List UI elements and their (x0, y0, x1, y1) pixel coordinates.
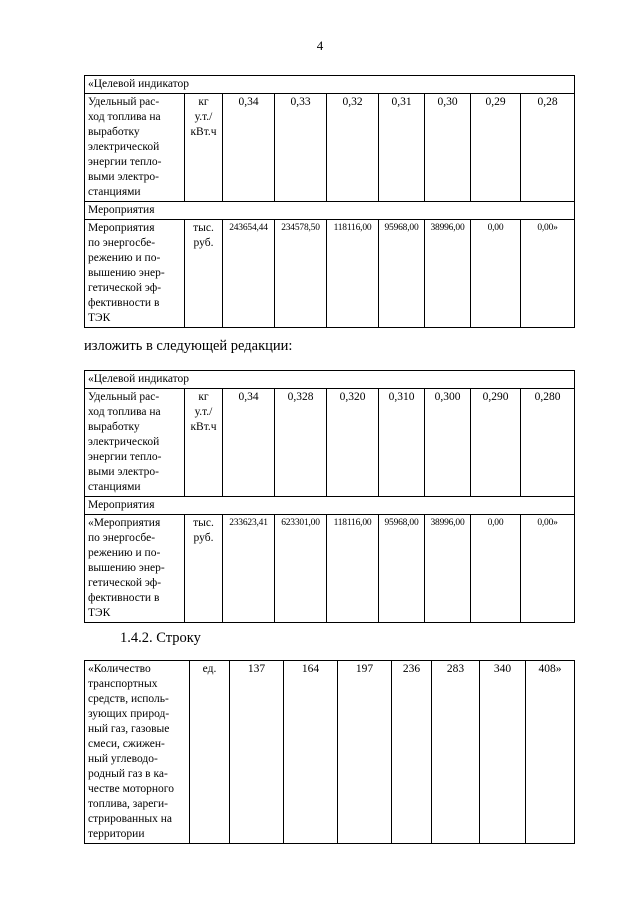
table-header-row (85, 76, 575, 94)
vehicles-table (84, 660, 575, 844)
section-row (85, 202, 575, 220)
value-cell: 0,28 (521, 94, 575, 202)
name-line: выми электро- (88, 466, 159, 478)
value-cell: 0,00 (471, 220, 521, 328)
value-cell: 233623,41 (223, 515, 275, 623)
vehicles-unit: ед. (190, 661, 230, 844)
name-line: электрической (88, 436, 160, 448)
indicator-name (85, 389, 185, 497)
value-cell: 137 (230, 661, 284, 844)
value-cell: 164 (284, 661, 338, 844)
unit-line: кг (198, 391, 209, 403)
name-line: энергии тепло- (88, 156, 162, 168)
value-cell: 0,328 (275, 389, 327, 497)
value-cell: 0,320 (327, 389, 379, 497)
value-cell: 408» (526, 661, 575, 844)
unit-line: руб. (193, 237, 214, 249)
value-cell: 234578,50 (275, 220, 327, 328)
name-line: смеси, сжижен- (88, 738, 165, 750)
name-line: «Количество (88, 663, 151, 675)
value-cell: 340 (480, 661, 526, 844)
value-cell: 0,32 (327, 94, 379, 202)
value-cell: 0,00 (471, 515, 521, 623)
table-header-row (85, 371, 575, 389)
value-cell: 283 (432, 661, 480, 844)
value-cell: 197 (338, 661, 392, 844)
name-line: выработку (88, 126, 140, 138)
name-line: по энергосбе- (88, 532, 156, 544)
unit-line: кг (198, 96, 209, 108)
value-cell: 236 (392, 661, 432, 844)
unit-line: у.т./ (194, 406, 213, 418)
unit-line: руб. (193, 532, 214, 544)
name-line: ТЭК (88, 312, 111, 324)
measure-row (85, 515, 575, 623)
value-cell: 0,300 (425, 389, 471, 497)
paragraph-new-edition: изложить в следующей редакции: (84, 338, 293, 354)
unit-line: кВт.ч (190, 421, 217, 433)
name-line: выми электро- (88, 171, 159, 183)
page-number: 4 (316, 38, 324, 53)
name-line: честве моторного (88, 783, 174, 795)
name-line: стрированных на (88, 813, 172, 825)
measure-name (85, 220, 185, 328)
name-line: ный углеводо- (88, 753, 158, 765)
value-cell: 243654,44 (223, 220, 275, 328)
value-cell: 0,280 (521, 389, 575, 497)
name-line: режению и по- (88, 252, 161, 264)
section-label: Мероприятия (85, 497, 575, 515)
unit-line: кВт.ч (190, 126, 217, 138)
name-line: Мероприятия (88, 222, 155, 234)
measure-unit (185, 220, 223, 328)
table-header: «Целевой индикатор (85, 371, 575, 389)
indicator-name (85, 94, 185, 202)
value-cell: 0,31 (379, 94, 425, 202)
name-line: зующих природ- (88, 708, 170, 720)
value-cell: 0,310 (379, 389, 425, 497)
paragraph-row-reference: 1.4.2. Строку (120, 630, 201, 646)
name-line: по энергосбе- (88, 237, 156, 249)
value-cell: 95968,00 (379, 515, 425, 623)
value-cell: 118116,00 (327, 515, 379, 623)
value-cell: 0,34 (223, 389, 275, 497)
measure-row (85, 220, 575, 328)
name-line: ный газ, газовые (88, 723, 170, 735)
name-line: вышению энер- (88, 267, 165, 279)
name-line: гетической эф- (88, 282, 162, 294)
original-indicator-table (84, 75, 575, 328)
name-line: родный газ в ка- (88, 768, 168, 780)
indicator-row (85, 389, 575, 497)
name-line: Удельный рас- (88, 96, 160, 108)
table-header: «Целевой индикатор (85, 76, 575, 94)
section-label: Мероприятия (85, 202, 575, 220)
name-line: вышению энер- (88, 562, 165, 574)
value-cell: 118116,00 (327, 220, 379, 328)
revised-indicator-table (84, 370, 575, 623)
name-line: территории (88, 828, 145, 840)
value-cell: 0,290 (471, 389, 521, 497)
measure-unit (185, 515, 223, 623)
unit-line: тыс. (193, 517, 214, 529)
name-line: энергии тепло- (88, 451, 162, 463)
name-line: режению и по- (88, 547, 161, 559)
indicator-unit (185, 389, 223, 497)
unit-line: у.т./ (194, 111, 213, 123)
section-row (85, 497, 575, 515)
name-line: гетической эф- (88, 577, 162, 589)
value-cell: 0,29 (471, 94, 521, 202)
value-cell: 0,34 (223, 94, 275, 202)
name-line: ТЭК (88, 607, 111, 619)
value-cell: 0,33 (275, 94, 327, 202)
value-cell: 0,00» (521, 220, 575, 328)
indicator-row (85, 94, 575, 202)
measure-name (85, 515, 185, 623)
name-line: средств, исполь- (88, 693, 169, 705)
unit-line: тыс. (193, 222, 214, 234)
name-line: станциями (88, 481, 141, 493)
name-line: выработку (88, 421, 140, 433)
name-line: Удельный рас- (88, 391, 160, 403)
value-cell: 38996,00 (425, 220, 471, 328)
name-line: ход топлива на (88, 111, 161, 123)
name-line: станциями (88, 186, 141, 198)
name-line: «Мероприятия (88, 517, 161, 529)
name-line: ход топлива на (88, 406, 161, 418)
name-line: электрической (88, 141, 160, 153)
name-line: транспортных (88, 678, 158, 690)
vehicles-name (85, 661, 190, 844)
value-cell: 0,30 (425, 94, 471, 202)
value-cell: 38996,00 (425, 515, 471, 623)
name-line: топлива, зареги- (88, 798, 169, 810)
value-cell: 95968,00 (379, 220, 425, 328)
value-cell: 623301,00 (275, 515, 327, 623)
indicator-unit (185, 94, 223, 202)
vehicles-row (85, 661, 575, 844)
name-line: фективности в (88, 592, 160, 604)
name-line: фективности в (88, 297, 160, 309)
value-cell: 0,00» (521, 515, 575, 623)
